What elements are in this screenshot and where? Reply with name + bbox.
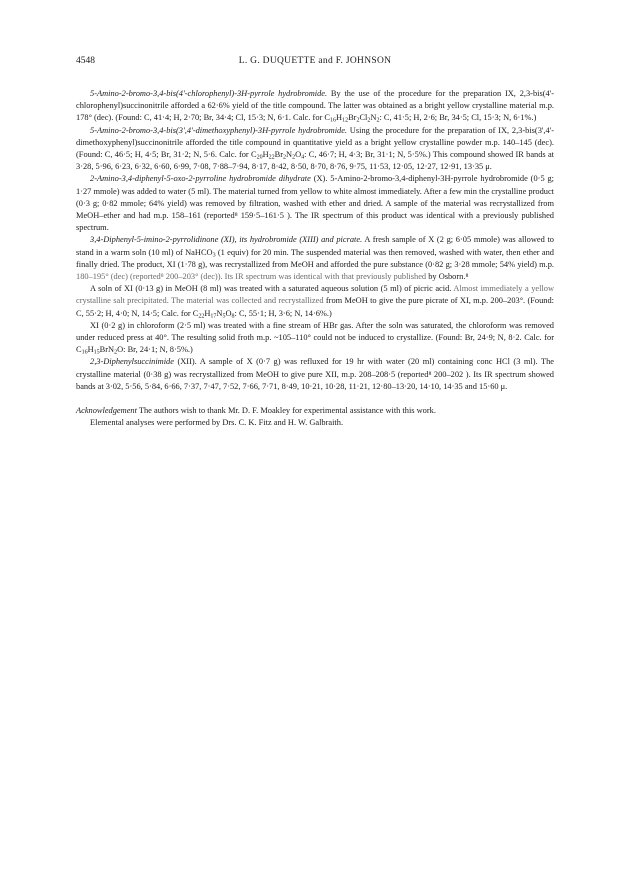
- paragraph-compound-ix-chloro: 5-Amino-2-bromo-3,4-bis(4'-chlorophenyl)-3H-pyrrole hydrobromide. By the use of the procedure for the preparation IX, 2,3-bis(4'-chlorophenyl)succinonitrile afforded a 62·6% yield of the title compound. The latter was obtained as a bright yellow crystalline material m.p. 178° (dec). (Found: C, 41·4; H, 2·70; Br, 34·4; Cl, 15·3; N, 6·1. Calc. for $C_{16}H_{12}Br_2Cl_2N_2$: C, 41·5; H, 2·6; Br, 34·5; Cl, 15·3; N, 6·1%.): [76, 89, 554, 124]
- running-authors: L. G. DUQUETTE and F. JOHNSON: [238, 56, 392, 66]
- paragraph-picrate: A soln of XI (0·13 g) in MeOH (8 ml) was treated with a saturated aqueous solution (5 ml) of picric acid. Almost immediately a yellow crystalline salt precipitated. The material was collected and recrystallized from MeOH to give the pure picrate of XI, m.p. 200–203°. (Found: C, 55·2; H, 4·0; N, 14·5; Calc. for $C_{22}H_{17}N_5O_8$: C, 55·1; H, 3·6; N, 14·6%.): [76, 284, 554, 320]
- paragraph-compound-x: 2-Amino-3,4-diphenyl-5-oxo-2-pyrroline hydrobromide dihydrate (X). 5-Amino-2-bromo-3,4-diphenyl-3H-pyrrole hydrobromide (0·5 g; 1·27 mmole) was added to water (5 ml). The material turned from yellow to white almost immediately. After a few min the crystalline product (0·3 g; 0·82 mmole; 64% yield) was removed by filtration, washed with ether and dried. A sample of the material was recrystallized from MeOH–ether and had m.p. 158–161 (reported⁸ 159·5–161·5 ). The IR spectrum of this product was identical with a previously published spectrum.: [76, 174, 554, 233]
- running-header: [76, 56, 554, 70]
- section-spacer: [76, 393, 554, 405]
- paragraph-compound-xi: 3,4-Diphenyl-5-imino-2-pyrrolidinone (XI), its hydrobromide (XIII) and picrate. A fresh sample of X (2 g; 6·05 mmole) was allowed to stand in a warm soln (10 ml) of NaHCO$_3$ (1 equiv) for 20 min. The suspended material was then removed, washed with water, then ether and finally dried. The product, XI (1·78 g), was recrystallized from MeOH and afforded the pure substance (0·82 g; 3·28 mmole; 54% yield) m.p. 180–195° (dec) (reported⁸ 200–203° (dec)). Its IR spectrum was identical with that previously published by Osborn.⁸: [76, 235, 554, 282]
- elemental-analyses-note: Elemental analyses were performed by Drs. C. K. Fitz and H. W. Galbraith.: [90, 418, 344, 428]
- page-number: 4548: [76, 56, 95, 66]
- paragraph-compound-ix-methoxy: 5-Amino-2-bromo-3,4-bis(3',4'-dimethoxyphenyl)-3H-pyrrole hydrobromide. Using the procedure for the preparation of IX, 2,3-bis(3',4'-dimethoxyphenyl)succinonitrile afforded the title compound in quantitative yield as a bright yellow crystalline powder m.p. 140–145 (dec). (Found: C, 46·5; H, 4·5; Br, 31·2; N, 5·6. Calc. for $C_{20}H_{22}Br_2N_2O_4$: C, 46·7; H, 4·3; Br, 31·1; N, 5·5%.) This compound showed IR bands at 3·28, 5·96, 6·23, 6·32, 6·60, 6·99, 7·08, 7·88–7·94, 8·17, 8·42, 8·50, 8·70, 8·76, 9·75, 11·53, 12·05, 12·27, 12·91, 13·35 μ.: [76, 125, 554, 172]
- compound-title: 2-Amino-3,4-diphenyl-5-oxo-2-pyrroline hydrobromide dihydrate: [90, 174, 311, 184]
- compound-title: 2,3-Diphenylsuccinimide: [90, 357, 174, 367]
- compound-title: 3,4-Diphenyl-5-imino-2-pyrrolidinone (XI), its hydrobromide (XIII) and picrate.: [90, 235, 363, 245]
- acknowledgement: Acknowledgement The authors wish to thank Mr. D. F. Moakley for experimental assistance with this work.: [76, 406, 436, 416]
- paragraph-hydrobromide: XI (0·2 g) in chloroform (2·5 ml) was treated with a fine stream of HBr gas. After the soln was saturated, the chloroform was removed under reduced press at 40°. The resulting solid froth m.p. ~105–110° could not be induced to crystallize. (Found: Br, 24·9; N, 8·2. Calc. for $C_{16}H_{15}BrN_2O$: Br, 24·1; N, 8·5%.): [76, 320, 554, 356]
- compound-title: 5-Amino-2-bromo-3,4-bis(3',4'-dimethoxyphenyl)-3H-pyrrole hydrobromide.: [90, 125, 348, 135]
- paragraph-compound-xii: 2,3-Diphenylsuccinimide (XII). A sample of X (0·7 g) was refluxed for 19 hr with water (20 ml) containing conc HCl (3 ml). The crystalline material (0·38 g) was recrystallized from MeOH to give pure XII, m.p. 208–208·5 (reported⁸ 200–202 ). Its IR spectrum showed bands at 3·02, 5·56, 5·84, 6·66, 7·37, 7·47, 7·52, 7·66, 7·71, 8·49, 10·21, 10·28, 11·21, 12·80–13·20, 14·10, 14·35 and 15·60 μ.: [76, 357, 554, 391]
- article-body: [76, 88, 554, 429]
- acknowledgement-label: Acknowledgement: [76, 406, 137, 416]
- compound-title: 5-Amino-2-bromo-3,4-bis(4'-chlorophenyl)-3H-pyrrole hydrobromide.: [90, 89, 328, 98]
